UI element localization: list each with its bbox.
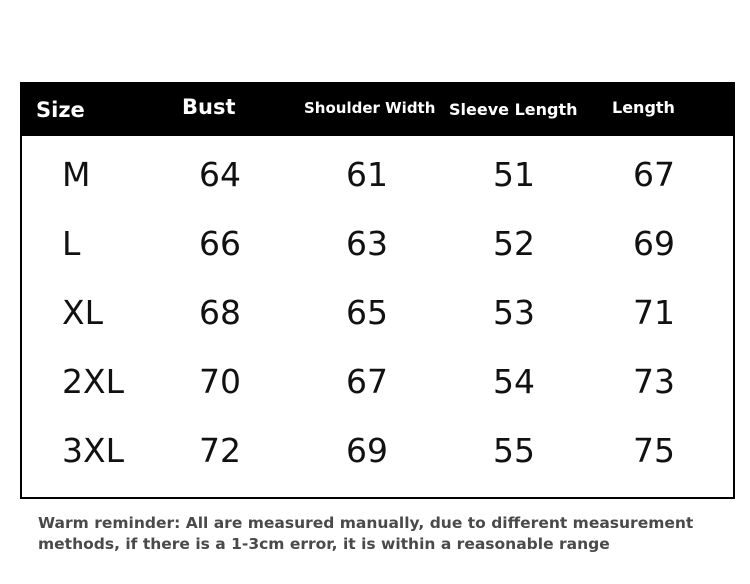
header-size: Size (36, 98, 85, 122)
shoulder-cell: 61 (346, 155, 388, 194)
header-bust: Bust (182, 95, 236, 119)
reminder-line-1: Warm reminder: All are measured manually, due to different measurement (38, 514, 694, 532)
size-cell: XL (62, 293, 103, 332)
shoulder-cell: 63 (346, 224, 388, 263)
sleeve-cell: 51 (493, 155, 535, 194)
table-row (22, 145, 733, 205)
bust-cell: 72 (199, 431, 241, 470)
sleeve-cell: 52 (493, 224, 535, 263)
sleeve-cell: 55 (493, 431, 535, 470)
sleeve-cell: 54 (493, 362, 535, 401)
header-sleeve-length: Sleeve Length (449, 100, 578, 119)
bust-cell: 66 (199, 224, 241, 263)
length-cell: 71 (633, 293, 675, 332)
length-cell: 67 (633, 155, 675, 194)
reminder-line-2: methods, if there is a 1-3cm error, it is within a reasonable range (38, 535, 610, 553)
measurement-reminder (38, 513, 728, 555)
shoulder-cell: 65 (346, 293, 388, 332)
table-row (22, 283, 733, 343)
size-cell: 2XL (62, 362, 124, 401)
bust-cell: 64 (199, 155, 241, 194)
table-row (22, 214, 733, 274)
table-row (22, 421, 733, 481)
shoulder-cell: 67 (346, 362, 388, 401)
header-shoulder-width: Shoulder Width (304, 99, 436, 117)
length-cell: 69 (633, 224, 675, 263)
table-header (22, 84, 733, 136)
sleeve-cell: 53 (493, 293, 535, 332)
bust-cell: 70 (199, 362, 241, 401)
header-length: Length (612, 98, 675, 117)
size-chart-table (20, 82, 735, 499)
bust-cell: 68 (199, 293, 241, 332)
size-cell: 3XL (62, 431, 124, 470)
shoulder-cell: 69 (346, 431, 388, 470)
length-cell: 75 (633, 431, 675, 470)
size-cell: L (62, 224, 81, 263)
table-row (22, 352, 733, 412)
length-cell: 73 (633, 362, 675, 401)
size-cell: M (62, 155, 91, 194)
